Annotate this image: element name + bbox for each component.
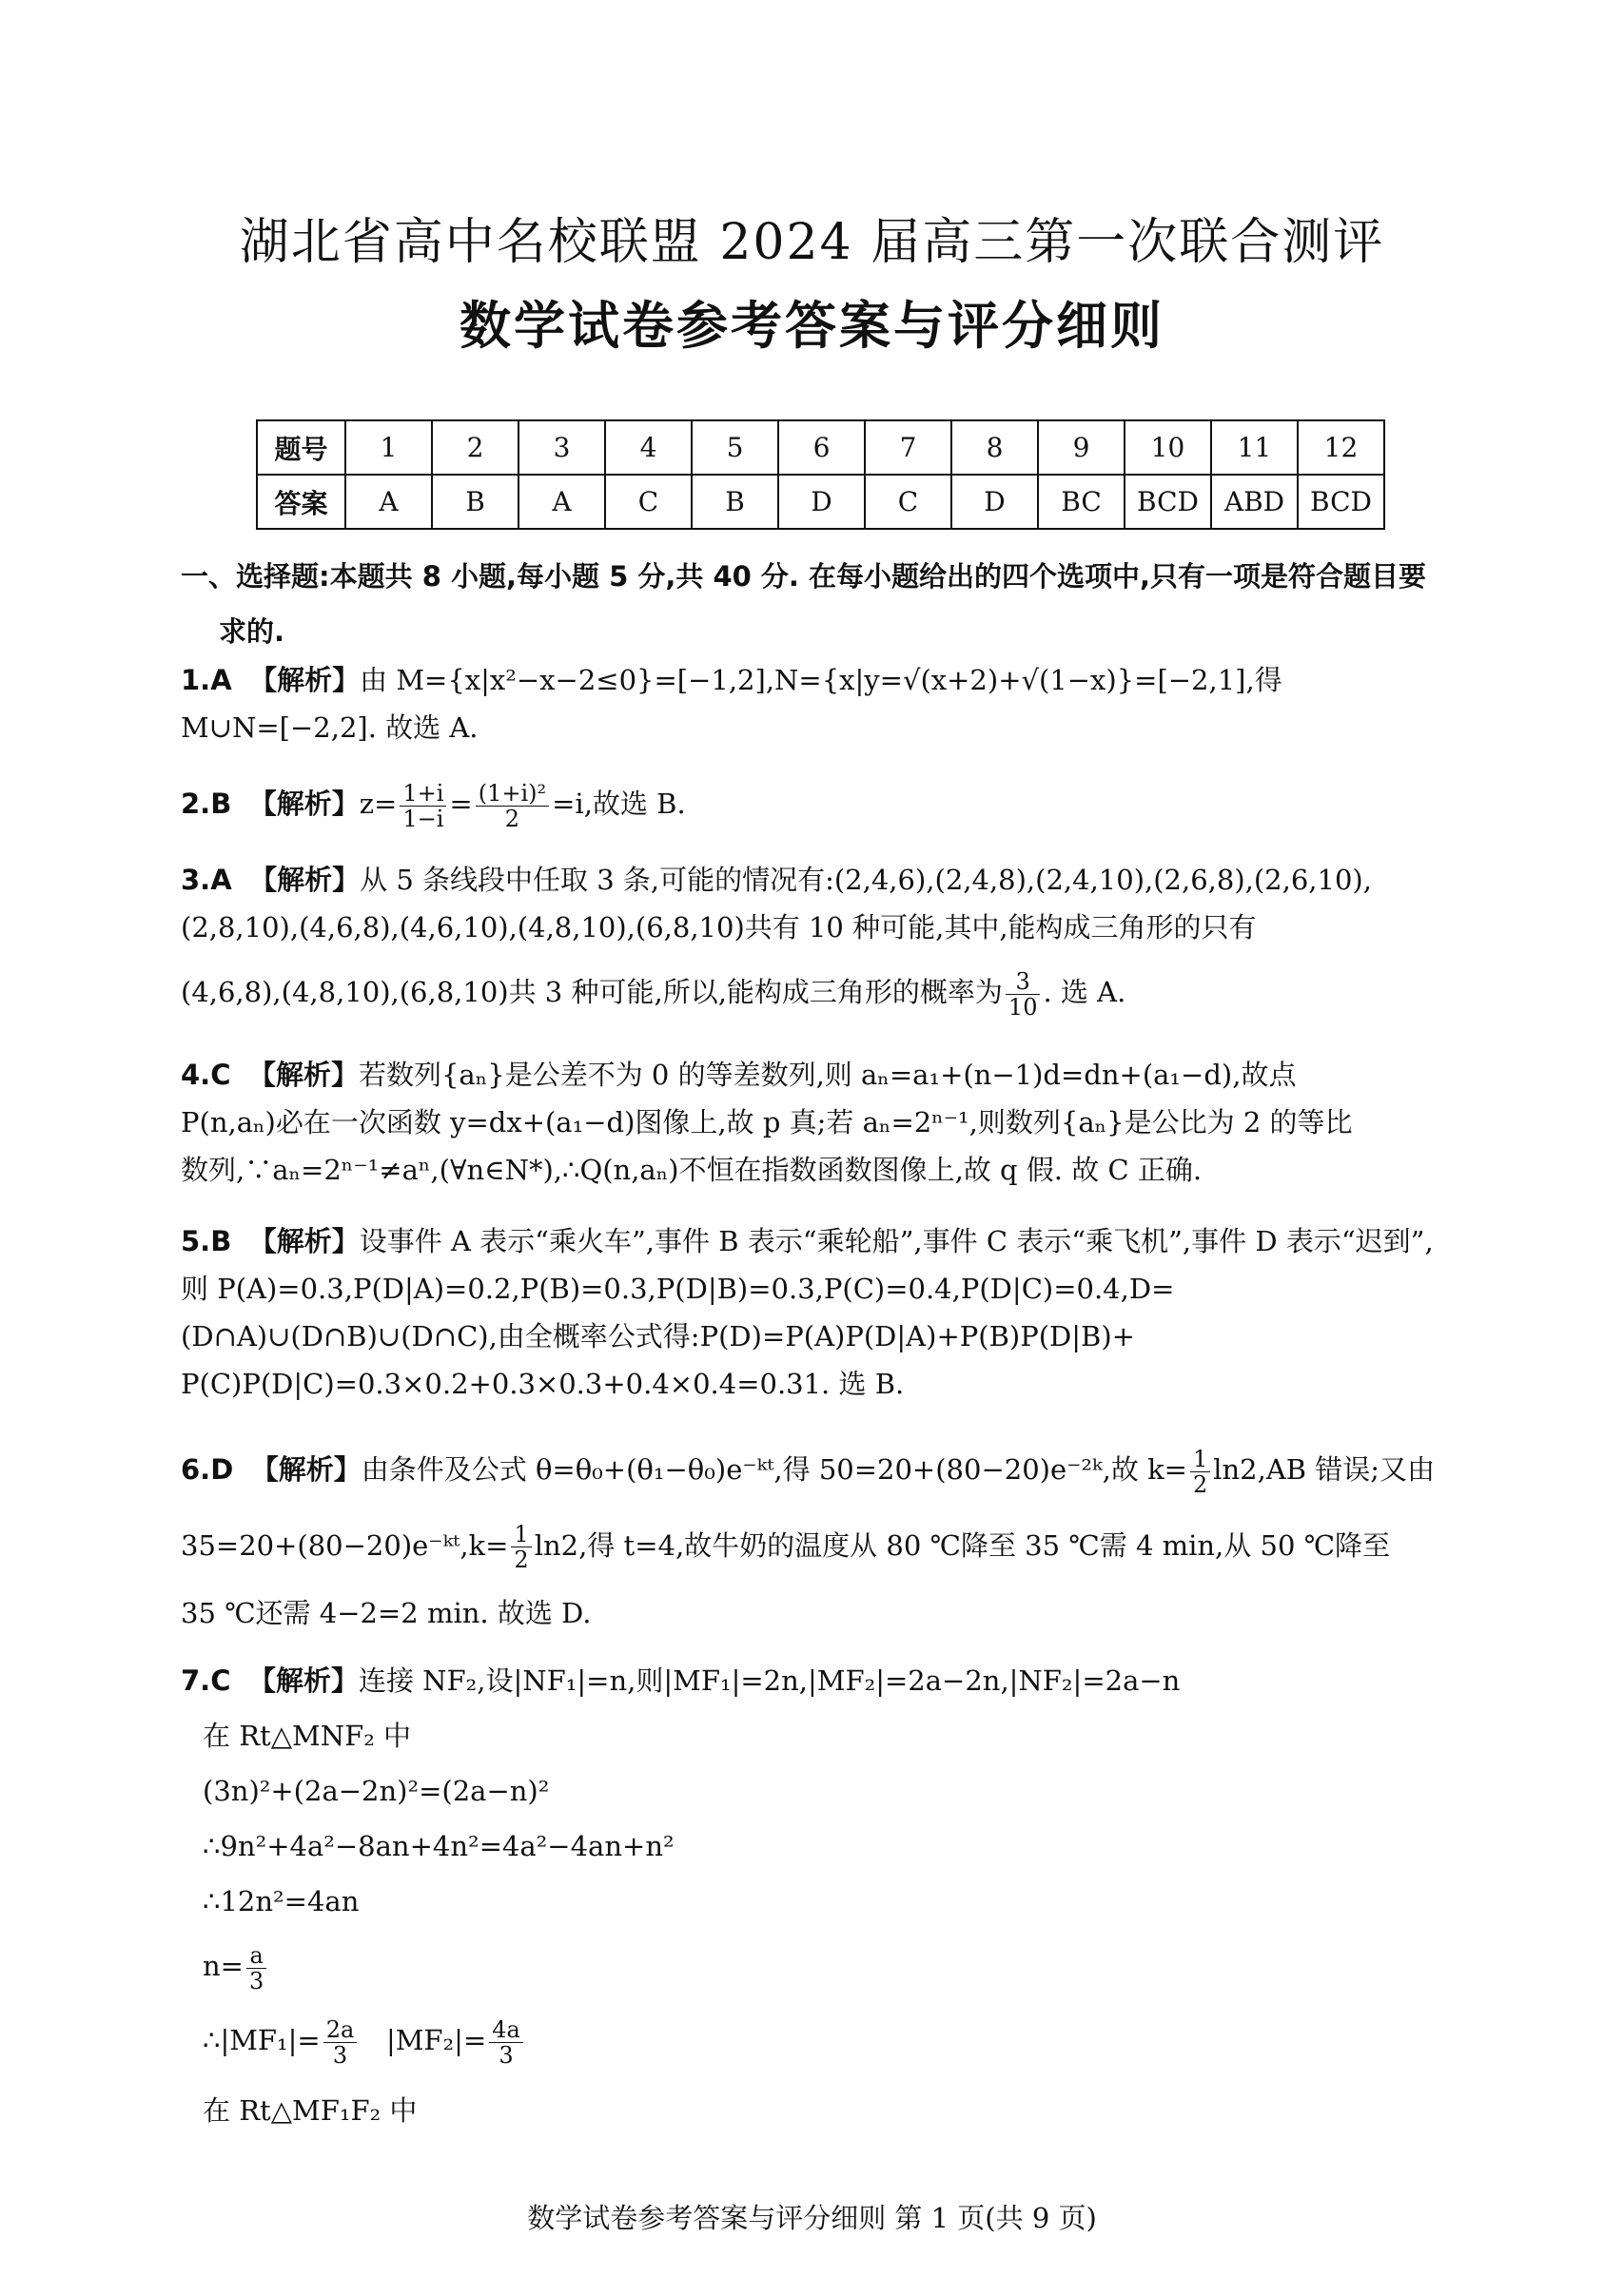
answer-letter: B bbox=[210, 788, 232, 820]
row-label-answer: 答案 bbox=[257, 475, 345, 529]
table-cell: 12 bbox=[1298, 420, 1384, 475]
solution-text: |MF₂|= bbox=[385, 2024, 487, 2056]
solution-text: (D∩A)∪(D∩B)∪(D∩C),由全概率公式得:P(D)=P(A)P(D|A)+P(B)P(D|B)+ bbox=[181, 1320, 1135, 1352]
answer-letter: A bbox=[210, 864, 232, 896]
answer-letter: B bbox=[210, 1225, 232, 1257]
fraction bbox=[400, 781, 446, 831]
analysis-tag: 【解析】 bbox=[250, 1453, 362, 1486]
fraction-denominator: 3 bbox=[248, 1967, 264, 1994]
fraction bbox=[489, 2017, 523, 2068]
solution-text: ∴12n²=4an bbox=[203, 1885, 360, 1917]
solution-text: 由 M={x|x²−x−2≤0}=[−1,2],N={x|y=√(x+2)+√(1−x)}=[−2,1],得 bbox=[360, 664, 1282, 696]
fraction-denominator: 3 bbox=[499, 2041, 514, 2069]
fraction-numerator: 4a bbox=[489, 2017, 523, 2043]
fraction-denominator: 2 bbox=[504, 805, 520, 832]
solution-text: 从 5 条线段中任取 3 条,可能的情况有:(2,4,6),(2,4,8),(2,4,10),(2,6,8),(2,6,10), bbox=[360, 864, 1372, 896]
table-cell: 9 bbox=[1038, 420, 1125, 475]
solution-text: 在 Rt△MF₁F₂ 中 bbox=[203, 2094, 418, 2127]
solution-q6 bbox=[181, 1446, 1465, 1637]
solution-text: P(C)P(D|C)=0.3×0.2+0.3×0.3+0.4×0.4=0.31. 选 B. bbox=[181, 1368, 905, 1400]
document-title: 数学试卷参考答案与评分细则 bbox=[460, 296, 1164, 356]
solution-text: 35=20+(80−20)e⁻ᵏᵗ,k= bbox=[181, 1528, 509, 1562]
table-cell: BCD bbox=[1298, 475, 1384, 529]
fraction bbox=[476, 781, 549, 831]
solution-text: ln2,得 t=4,故牛奶的温度从 80 ℃降至 35 ℃需 4 min,从 50 ℃降至 bbox=[534, 1528, 1391, 1562]
table-cell: C bbox=[605, 475, 692, 529]
solution-text: M∪N=[−2,2]. 故选 A. bbox=[181, 711, 479, 744]
table-cell: 5 bbox=[692, 420, 778, 475]
answer-letter: D bbox=[210, 1453, 234, 1486]
table-cell: A bbox=[345, 475, 432, 529]
solution-text: . 选 A. bbox=[1043, 976, 1126, 1008]
question-number: 1. bbox=[181, 664, 211, 696]
table-cell: 7 bbox=[865, 420, 951, 475]
solution-text: ∴|MF₁|= bbox=[203, 2024, 321, 2056]
fraction-denominator: 1−i bbox=[402, 805, 444, 832]
analysis-tag: 【解析】 bbox=[248, 1225, 360, 1257]
solution-text: = bbox=[449, 788, 473, 820]
solution-text: (2,8,10),(4,6,8),(4,6,10),(4,8,10),(6,8,10)共有 10 种可能,其中,能构成三角形的只有 bbox=[181, 911, 1257, 944]
solution-text: 设事件 A 表示“乘火车”,事件 B 表示“乘轮船”,事件 C 表示“乘飞机”,事件 D 表示“迟到”, bbox=[359, 1225, 1434, 1257]
fraction-numerator: 3 bbox=[1006, 969, 1041, 995]
solution-text: n= bbox=[203, 1950, 244, 1982]
table-cell: B bbox=[692, 475, 778, 529]
page-footer: 数学试卷参考答案与评分细则 第 1 页(共 9 页) bbox=[527, 2202, 1097, 2234]
solution-text: ln2,AB 错误;又由 bbox=[1213, 1453, 1436, 1486]
fraction bbox=[323, 2017, 358, 2068]
solution-text: 35 ℃还需 4−2=2 min. 故选 D. bbox=[181, 1597, 592, 1629]
section-heading bbox=[181, 549, 1456, 659]
fraction bbox=[1006, 969, 1041, 1020]
fraction bbox=[1190, 1447, 1210, 1497]
question-number: 5. bbox=[181, 1225, 211, 1257]
fraction-numerator: (1+i)² bbox=[476, 781, 549, 807]
fraction-denominator: 2 bbox=[1192, 1470, 1208, 1498]
solution-text: (4,6,8),(4,8,10),(6,8,10)共 3 种可能,所以,能构成三角形的概率为 bbox=[181, 976, 1003, 1008]
table-cell: 11 bbox=[1211, 420, 1298, 475]
answer-letter: A bbox=[210, 664, 232, 696]
fraction bbox=[246, 1943, 266, 1994]
fraction-numerator: 1+i bbox=[400, 781, 446, 807]
fraction-denominator: 3 bbox=[332, 2041, 348, 2069]
fraction-denominator: 2 bbox=[514, 1547, 529, 1573]
question-number: 4. bbox=[181, 1059, 211, 1091]
answer-letter: C bbox=[210, 1664, 231, 1697]
solution-q1 bbox=[181, 656, 1465, 751]
table-cell: D bbox=[951, 475, 1038, 529]
fraction-numerator: a bbox=[246, 1943, 266, 1969]
solution-text: 数列,∵aₙ=2ⁿ⁻¹≠aⁿ,(∀n∈N*),∴Q(n,aₙ)不恒在指数函数图像上,故 q 假. 故 C 正确. bbox=[181, 1154, 1203, 1186]
solution-q7 bbox=[181, 1653, 1465, 2138]
solution-text: 连接 NF₂,设|NF₁|=n,则|MF₁|=2n,|MF₂|=2a−2n,|NF₂|=2a−n bbox=[358, 1664, 1181, 1697]
analysis-tag: 【解析】 bbox=[248, 788, 360, 820]
analysis-tag: 【解析】 bbox=[249, 664, 361, 696]
table-cell: A bbox=[519, 475, 605, 529]
table-cell: D bbox=[778, 475, 865, 529]
fraction-numerator: 1 bbox=[1190, 1447, 1210, 1472]
answer-table bbox=[256, 419, 1385, 530]
fraction-numerator: 2a bbox=[323, 2017, 358, 2043]
table-cell: B bbox=[432, 475, 519, 529]
table-cell: 6 bbox=[778, 420, 865, 475]
solution-text: =i,故选 B. bbox=[552, 788, 686, 820]
analysis-tag: 【解析】 bbox=[247, 1059, 359, 1091]
table-cell: 4 bbox=[605, 420, 692, 475]
table-cell: 3 bbox=[519, 420, 605, 475]
question-number: 7. bbox=[181, 1664, 211, 1697]
table-cell: ABD bbox=[1211, 475, 1298, 529]
table-row-answers bbox=[257, 475, 1384, 529]
solution-q3 bbox=[181, 856, 1465, 1020]
section-heading-line: 求的. bbox=[219, 615, 285, 648]
analysis-tag: 【解析】 bbox=[247, 1664, 359, 1697]
solution-q2 bbox=[181, 780, 1465, 831]
question-number: 3. bbox=[181, 864, 211, 896]
table-cell: C bbox=[865, 475, 951, 529]
answer-letter: C bbox=[210, 1059, 231, 1091]
solution-text: z= bbox=[359, 788, 398, 820]
fraction-numerator: 1 bbox=[511, 1522, 531, 1547]
solution-text: 则 P(A)=0.3,P(D|A)=0.2,P(B)=0.3,P(D|B)=0.3,P(C)=0.4,P(D|C)=0.4,D= bbox=[181, 1273, 1175, 1305]
solution-text: 由条件及公式 θ=θ₀+(θ₁−θ₀)e⁻ᵏᵗ,得 50=20+(80−20)e⁻²ᵏ,故 k= bbox=[361, 1453, 1187, 1486]
question-number: 2. bbox=[181, 788, 211, 820]
table-cell: 1 bbox=[345, 420, 432, 475]
solution-q4 bbox=[181, 1051, 1465, 1194]
fraction bbox=[511, 1522, 531, 1572]
solution-text: P(n,aₙ)必在一次函数 y=dx+(a₁−d)图像上,故 p 真;若 aₙ=2ⁿ⁻¹,则数列{aₙ}是公比为 2 的等比 bbox=[181, 1106, 1353, 1138]
section-heading-line: 一、选择题:本题共 8 小题,每小题 5 分,共 40 分. 在每小题给出的四个选项中,只有一项是符合题目要 bbox=[181, 560, 1427, 593]
table-row-question-numbers bbox=[257, 420, 1384, 475]
solution-text: (3n)²+(2a−2n)²=(2a−n)² bbox=[203, 1775, 550, 1807]
solution-text: ∴9n²+4a²−8an+4n²=4a²−4an+n² bbox=[203, 1830, 675, 1862]
table-cell: 2 bbox=[432, 420, 519, 475]
analysis-tag: 【解析】 bbox=[249, 864, 361, 896]
solution-text: 在 Rt△MNF₂ 中 bbox=[203, 1720, 412, 1752]
row-label-number: 题号 bbox=[257, 420, 345, 475]
exam-title: 湖北省高中名校联盟 2024 届高三第一次联合测评 bbox=[239, 214, 1385, 271]
solution-text: 若数列{aₙ}是公差不为 0 的等差数列,则 aₙ=a₁+(n−1)d=dn+(a₁−d),故点 bbox=[358, 1059, 1297, 1091]
fraction-denominator: 10 bbox=[1008, 993, 1038, 1021]
table-cell: 8 bbox=[951, 420, 1038, 475]
question-number: 6. bbox=[181, 1453, 211, 1486]
table-cell: 10 bbox=[1125, 420, 1211, 475]
table-cell: BCD bbox=[1125, 475, 1211, 529]
table-cell: BC bbox=[1038, 475, 1125, 529]
solution-q5 bbox=[181, 1217, 1465, 1408]
